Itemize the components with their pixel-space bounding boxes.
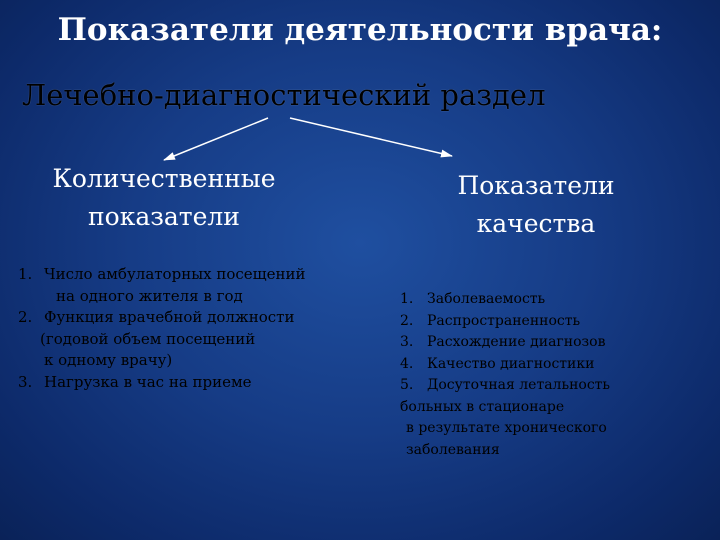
arrow-right: [290, 118, 452, 156]
list-item: 2. Функция врачебной должности: [18, 308, 295, 326]
slide-title: Показатели деятельности врача:: [57, 12, 663, 48]
list-item: 2. Распространенность: [400, 312, 581, 329]
list-item-continuation: к одному врачу): [44, 351, 173, 369]
list-item: 1. Заболеваемость: [400, 291, 546, 307]
list-item: 3. Нагрузка в час на приеме: [18, 372, 252, 391]
list-item: 3. Расхождение диагнозов: [400, 334, 606, 350]
quantitative-list: [18, 264, 305, 393]
list-item: 5. Досуточная летальность: [400, 377, 611, 393]
list-item-continuation: больных в стационаре: [400, 398, 565, 415]
arrow-left: [164, 118, 268, 160]
quantitative-heading: Количественные показатели: [52, 164, 276, 231]
list-item-continuation: в результате хронического: [406, 420, 607, 436]
quality-list: [400, 289, 610, 461]
list-item: 1. Число амбулаторных посещений: [18, 265, 306, 283]
list-item-continuation: заболевания: [406, 441, 500, 458]
list-item-continuation: (годовой объем посещений: [40, 329, 256, 348]
quality-heading: Показатели качества: [457, 171, 615, 238]
list-item-continuation: на одного жителя в год: [56, 286, 243, 305]
list-item: 4. Качество диагностики: [400, 355, 595, 372]
section-subtitle: Лечебно-диагностический раздел: [22, 78, 546, 112]
